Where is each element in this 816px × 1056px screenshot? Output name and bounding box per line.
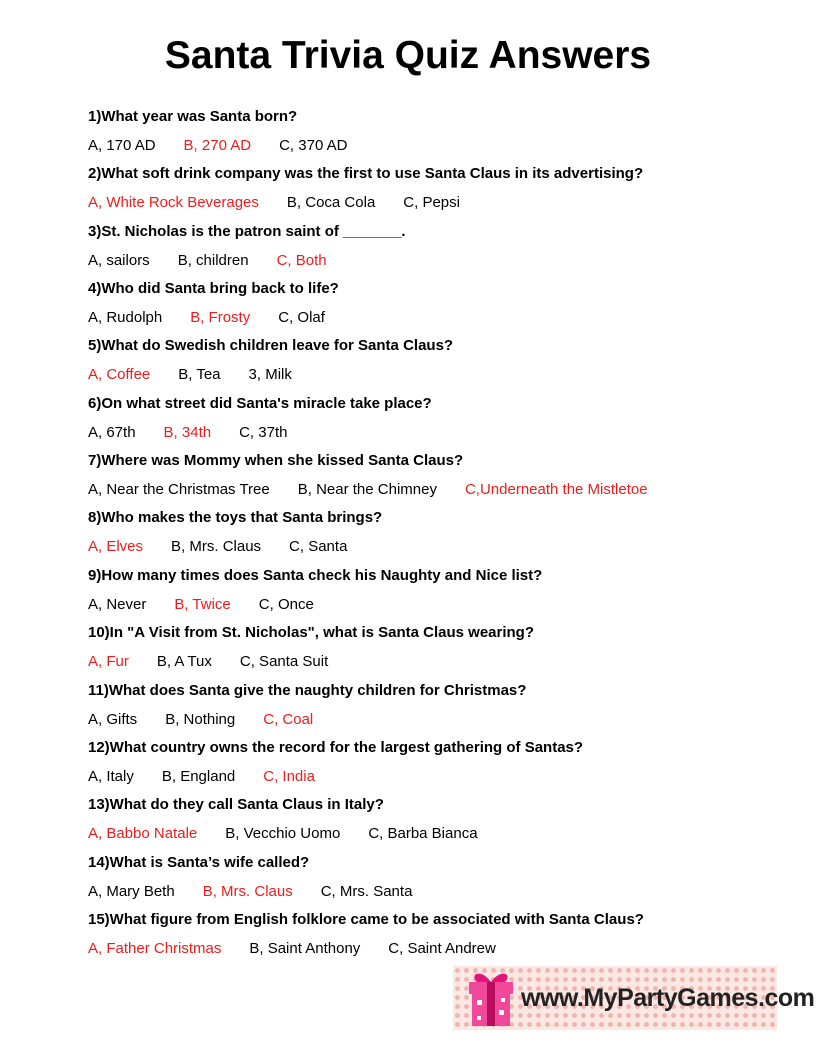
answer-options — [88, 939, 496, 959]
gift-icon — [463, 968, 519, 1028]
answer-option: C, Santa Suit — [239, 653, 329, 671]
correct-answer: C,Underneath the Mistletoe — [464, 481, 648, 499]
correct-answer: A, White Rock Beverages — [88, 194, 259, 212]
question-text: 10)In "A Visit from St. Nicholas", what is Santa Claus wearing? — [88, 624, 534, 642]
correct-answer: C, India — [263, 767, 315, 785]
answer-options — [88, 480, 648, 500]
answer-option: C, Pepsi — [403, 194, 460, 212]
website-badge[interactable] — [453, 966, 815, 1030]
answer-options — [88, 595, 314, 615]
answer-option: C, Once — [258, 595, 314, 613]
answer-option: A, Rudolph — [88, 309, 163, 327]
answer-option: B, A Tux — [156, 653, 212, 671]
question-text: 3)St. Nicholas is the patron saint of _______. — [88, 222, 406, 240]
question-text: 7)Where was Mommy when she kissed Santa Claus? — [88, 452, 464, 470]
answer-option: B, Mrs. Claus — [171, 538, 262, 556]
answer-options — [88, 824, 478, 844]
answer-option: C, Barba Bianca — [368, 825, 478, 843]
question-text: 4)Who did Santa bring back to life? — [88, 280, 339, 298]
answer-option: A, Near the Christmas Tree — [88, 481, 270, 499]
answer-option: C, Mrs. Santa — [320, 882, 413, 900]
question-text: 9)How many times does Santa check his Naughty and Nice list? — [88, 566, 543, 584]
answer-option: B, Nothing — [165, 710, 236, 728]
answer-option: A, 67th — [88, 423, 136, 441]
question-text: 13)What do they call Santa Claus in Italy? — [88, 796, 384, 814]
answer-option: A, sailors — [88, 251, 150, 269]
website-url[interactable]: www.MyPartyGames.com — [521, 984, 815, 1012]
answer-option: B, Tea — [178, 366, 221, 384]
question-text: 14)What is Santa’s wife called? — [88, 853, 310, 871]
answer-option: C, Olaf — [278, 309, 325, 327]
answer-options — [88, 251, 327, 271]
answer-options — [88, 710, 313, 730]
answer-options — [88, 652, 328, 672]
question-text: 12)What country owns the record for the largest gathering of Santas? — [88, 738, 584, 756]
answer-option: B, Saint Anthony — [249, 939, 361, 957]
page-title: Santa Trivia Quiz Answers — [164, 34, 652, 77]
answer-option: A, 170 AD — [88, 137, 156, 154]
answer-option: A, Mary Beth — [88, 882, 175, 900]
question-text: 5)What do Swedish children leave for Santa Claus? — [88, 337, 454, 355]
question-text: 11)What does Santa give the naughty children for Christmas? — [88, 681, 527, 699]
answer-option: B, children — [177, 251, 249, 269]
correct-answer: A, Babbo Natale — [88, 825, 198, 843]
correct-answer: B, Frosty — [190, 309, 251, 327]
correct-answer: B, 34th — [163, 423, 212, 441]
answer-option: C, 370 AD — [279, 137, 348, 154]
answer-options — [88, 423, 287, 443]
correct-answer: C, Both — [276, 251, 327, 269]
answer-option: A, Never — [88, 595, 147, 613]
correct-answer: B, Twice — [174, 595, 231, 613]
correct-answer: A, Fur — [88, 653, 129, 671]
answer-option: B, England — [161, 767, 236, 785]
answer-option: A, Gifts — [88, 710, 138, 728]
question-text: 6)On what street did Santa's miracle take place? — [88, 394, 432, 412]
answer-option: B, Coca Cola — [286, 194, 376, 212]
answer-options — [88, 365, 292, 385]
correct-answer: B, 270 AD — [183, 137, 252, 154]
answer-option: C, Saint Andrew — [388, 939, 496, 957]
answer-options — [88, 537, 347, 557]
question-text: 2)What soft drink company was the first to use Santa Claus in its advertising? — [88, 165, 644, 183]
question-text: 1)What year was Santa born? — [88, 108, 298, 125]
answer-option: C, 37th — [239, 423, 288, 441]
answer-option: C, Santa — [289, 538, 348, 556]
correct-answer: C, Coal — [263, 710, 314, 728]
answer-option: B, Near the Chimney — [297, 481, 437, 499]
correct-answer: B, Mrs. Claus — [202, 882, 293, 900]
answer-option: A, Italy — [88, 767, 134, 785]
answer-options — [88, 767, 315, 787]
answer-options — [88, 308, 325, 328]
correct-answer: A, Coffee — [88, 366, 151, 384]
correct-answer: A, Father Christmas — [88, 939, 222, 957]
answer-options — [88, 882, 412, 902]
answer-options — [88, 136, 347, 156]
answer-options — [88, 193, 460, 213]
correct-answer: A, Elves — [88, 538, 144, 556]
question-text: 15)What figure from English folklore came to be associated with Santa Claus? — [88, 910, 644, 928]
answer-option: B, Vecchio Uomo — [225, 825, 341, 843]
question-text: 8)Who makes the toys that Santa brings? — [88, 509, 383, 527]
answer-option: 3, Milk — [248, 366, 292, 384]
